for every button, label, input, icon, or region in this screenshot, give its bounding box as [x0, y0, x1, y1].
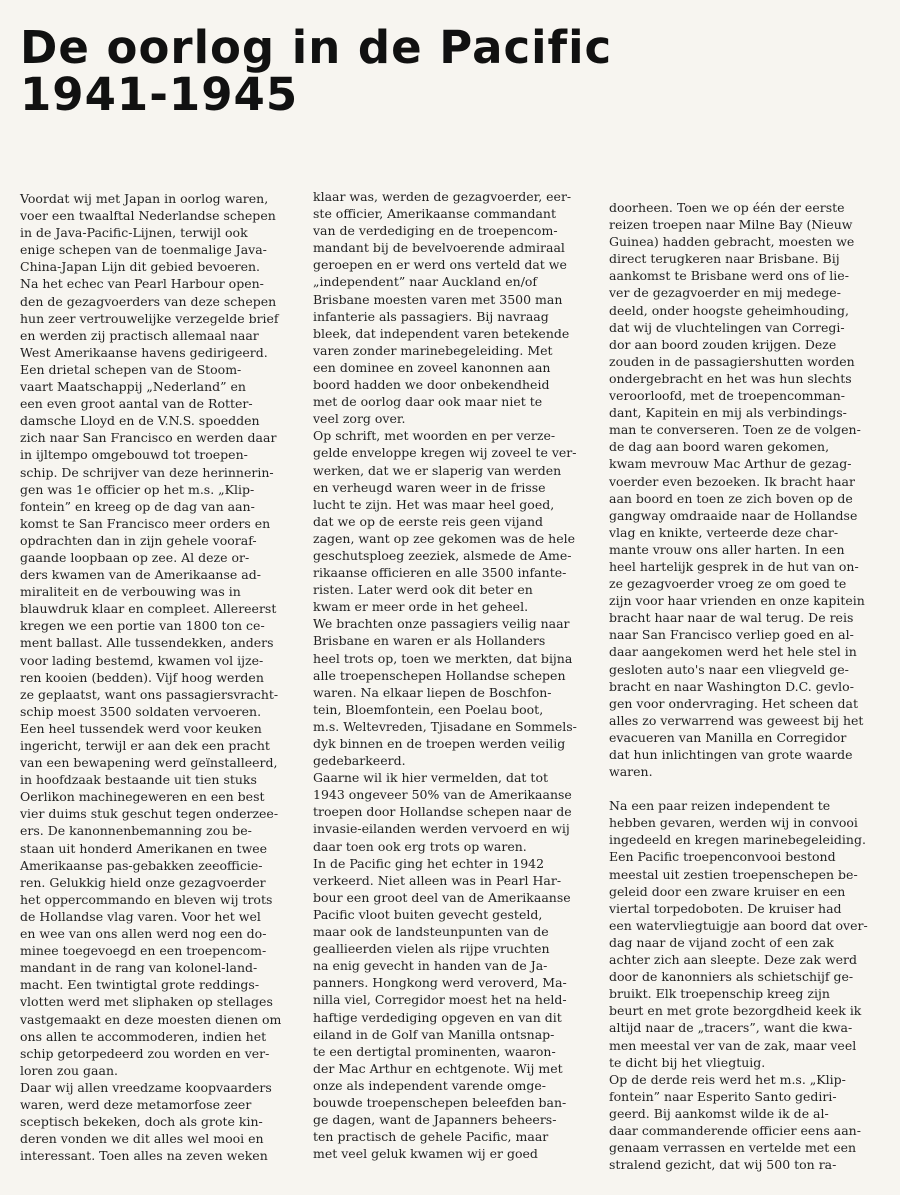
- paragraph: Op de derde reis werd het m.s. „Klip- fontein” naar Esperito Santo gediri- geerd. Bij aankomst wilde ik de al- daar commanderende officier eens aan- genaam verrassen en vertelde met een stralend gezicht, dat wij 500 ton ra-: [609, 1071, 861, 1173]
- paragraph: Gaarne wil ik hier vermelden, dat tot 1943 ongeveer 50% van de Amerikaanse troepen door Hollandse schepen naar de invasie-eilanden werden vervoerd en wij daar toen ook erg trots op waren.: [313, 770, 572, 854]
- article-title-line-1: De oorlog in de Pacific: [20, 21, 613, 74]
- text-column-3: [609, 199, 881, 1173]
- paragraph: Daar wij allen vreedzame koopvaarders waren, werd deze metamorfose zeer sceptisch bekeken, doch als grote kin- deren vonden we dit alles wel mooi en interessant. Toen alles na zeven weken: [20, 1079, 272, 1164]
- text-column-2: [313, 188, 585, 1162]
- paragraph: Voordat wij met Japan in oorlog waren, voer een twaalftal Nederlandse schepen in de Java-Pacific-Lijnen, terwijl ook enige schepen van de toenmalige Java- China-Japan Lijn dit gebied bevoeren. Na het echec van Pearl Harbour open- den de gezagvoerders van deze schepen hun zeer vertrouwelijke verzegelde brief en werden zij practisch allemaal naar West Amerikaanse havens gedirigeerd. Een drietal schepen van de Stoom- vaart Maatschappij „Nederland” en een even groot aantal van de Rotter- damsche Lloyd en de V.N.S. spoedden zich naar San Francisco en werden daar in ijltempo omgebouwd tot troepen- schip. De schrijver van deze herinnerin- gen was 1e officier op het m.s. „Klip- fontein” en kreeg op de dag van aan- komst te San Francisco meer orders en opdrachten dan in zijn gehele vooraf- gaande loopbaan op zee. Al deze or- ders kwamen van de Amerikaanse ad- miraliteit en de verbouwing was in blauwdruk klaar en compleet. Allereerst kregen we een portie van 1800 ton ce- ment ballast. Alle tussendekken, anders voor lading bestemd, kwamen vol ijze- ren kooien (bedden). Vijf hoog werden ze geplaatst, want ons passagiersvracht- schip moest 3500 soldaten vervoeren. Een heel tussendek werd voor keuken ingericht, terwijl er aan dek een pracht van een bewapening werd geïnstalleerd, in hoofdzaak bestaande uit tien stuks Oerlikon machinegeweren en een best vier duims stuk geschut tegen onderzee- ers. De kanonnenbemanning zou be- staan uit honderd Amerikanen en twee Amerikaanse pas-gebakken zeeofficie- ren. Gelukkig hield onze gezagvoerder het oppercommando en bleven wij trots de Hollandse vlag varen. Voor het wel en wee van ons allen werd nog een do- minee toegevoegd en een troepencom- mandant in de rang van kolonel-land- macht. Een twintigtal grote reddings- vlotten werd met sliphaken op stellages vastgemaakt en deze moesten dienen om ons allen te accommoderen, indien het schip getorpedeerd zou worden en ver- loren zou gaan.: [20, 191, 282, 1078]
- paragraph: doorheen. Toen we op één der eerste reizen troepen naar Milne Bay (Nieuw Guinea) hadden gebracht, moesten we direct terugkeren naar Brisbane. Bij aankomst te Brisbane werd ons of lie- ver de gezagvoerder en mij medege- deeld, onder hoogste geheimhouding, dat wij de vluchtelingen van Corregi- dor aan boord zouden krijgen. Deze zouden in de passagiershutten worden ondergebracht en het was hun slechts veroorloofd, met de troepencomman- dant, Kapitein en mij als verbindings- man te converseren. Toen ze de volgen- de dag aan boord waren gekomen, kwam mevrouw Mac Arthur de gezag- voerder even bezoeken. Ik bracht haar aan boord en toen ze zich boven op de gangway omdraaide naar de Hollandse vlag en knikte, verteerde deze char- mante vrouw ons aller harten. In een heel hartelijk gesprek in de hut van on- ze gezagvoerder vroeg ze om goed te zijn voor haar vrienden en onze kapitein bracht haar naar de wal terug. De reis naar San Francisco verliep goed en al- daar aangekomen werd het hele stel in gesloten auto's naar een vliegveld ge- bracht en naar Washington D.C. gevlo- gen voor ondervraging. Het scheen dat alles zo verwarrend was geweest bij het evacueren van Manilla en Corregidor dat hun inlichtingen van grote waarde waren.: [609, 200, 865, 780]
- paragraph: Op schrift, met woorden en per verze- gelde enveloppe kregen wij zoveel te ver- werken, dat we er slaperig van werden en verheugd waren weer in de frisse lucht te zijn. Het was maar heel goed, dat we op de eerste reis geen vijand zagen, want op zee gekomen was de hele geschutsploeg zeeziek, alsmede de Ame- rikaanse officieren en alle 3500 infante- risten. Later werd ook dit beter en kwam er meer orde in het geheel.: [313, 428, 577, 615]
- article-title: [20, 21, 613, 121]
- article-title-line-2: 1941-1945: [20, 68, 299, 121]
- paragraph: In de Pacific ging het echter in 1942 verkeerd. Niet alleen was in Pearl Har- bour een groot deel van de Amerikaanse Pacific vloot buiten gevecht gesteld, maar ook de landsteunpunten van de geallieerden vielen als rijpe vruchten na enig gevecht in handen van de Ja- panners. Hongkong werd veroverd, Ma- nilla viel, Corregidor moest het na held- haftige verdediging opgeven en van dit eiland in de Golf van Manilla ontsnap- te een dertigtal prominenten, waaron- der Mac Arthur en echtgenote. Wij met onze als independent varende omge- bouwde troepenschepen beleefden ban- ge dagen, want de Japanners beheers- ten practisch de gehele Pacific, maar met veel geluk kwamen wij er goed: [313, 855, 571, 1162]
- paragraph: klaar was, werden de gezagvoerder, eer- ste officier, Amerikaanse commandant van de verdediging en de troepencom- mandant bij de bevelvoerende admiraal geroepen en er werd ons verteld dat we „independent” naar Auckland en/of Brisbane moesten varen met 3500 man infanterie als passagiers. Bij navraag bleek, dat independent varen betekende varen zonder marinebegeleiding. Met een dominee en zoveel kanonnen aan boord hadden we door onbekendheid met de oorlog daar ook maar niet te veel zorg over.: [313, 189, 572, 427]
- paragraph: Na een paar reizen independent te hebben gevaren, werden wij in convooi ingedeeld en kregen marinebegeleiding. Een Pacific troepenconvooi bestond meestal uit zestien troepenschepen be- geleid door een zware kruiser en een viertal torpedoboten. De kruiser had een watervliegtuigje aan boord dat over- dag naar de vijand zocht of een zak achter zich aan sleepte. Deze zak werd door de kanonniers als schietschijf ge- bruikt. Elk troepenschip kreeg zijn beurt en met grote bezorgdheid keek ik altijd naar de „tracers”, want die kwa- men meestal ver van de zak, maar veel te dicht bij het vliegtuig.: [609, 798, 868, 1070]
- paragraph-spacer: [609, 780, 881, 797]
- paragraph: We brachten onze passagiers veilig naar Brisbane en waren er als Hollanders heel trots op, toen we merkten, dat bijna alle troepenschepen Hollandse schepen waren. Na elkaar liepen de Boschfon- tein, Bloemfontein, een Poelau boot, m.s. Weltevreden, Tjisadane en Sommels- dyk binnen en de troepen werden veilig gedebarkeerd.: [313, 616, 577, 769]
- text-column-1: [20, 190, 292, 1164]
